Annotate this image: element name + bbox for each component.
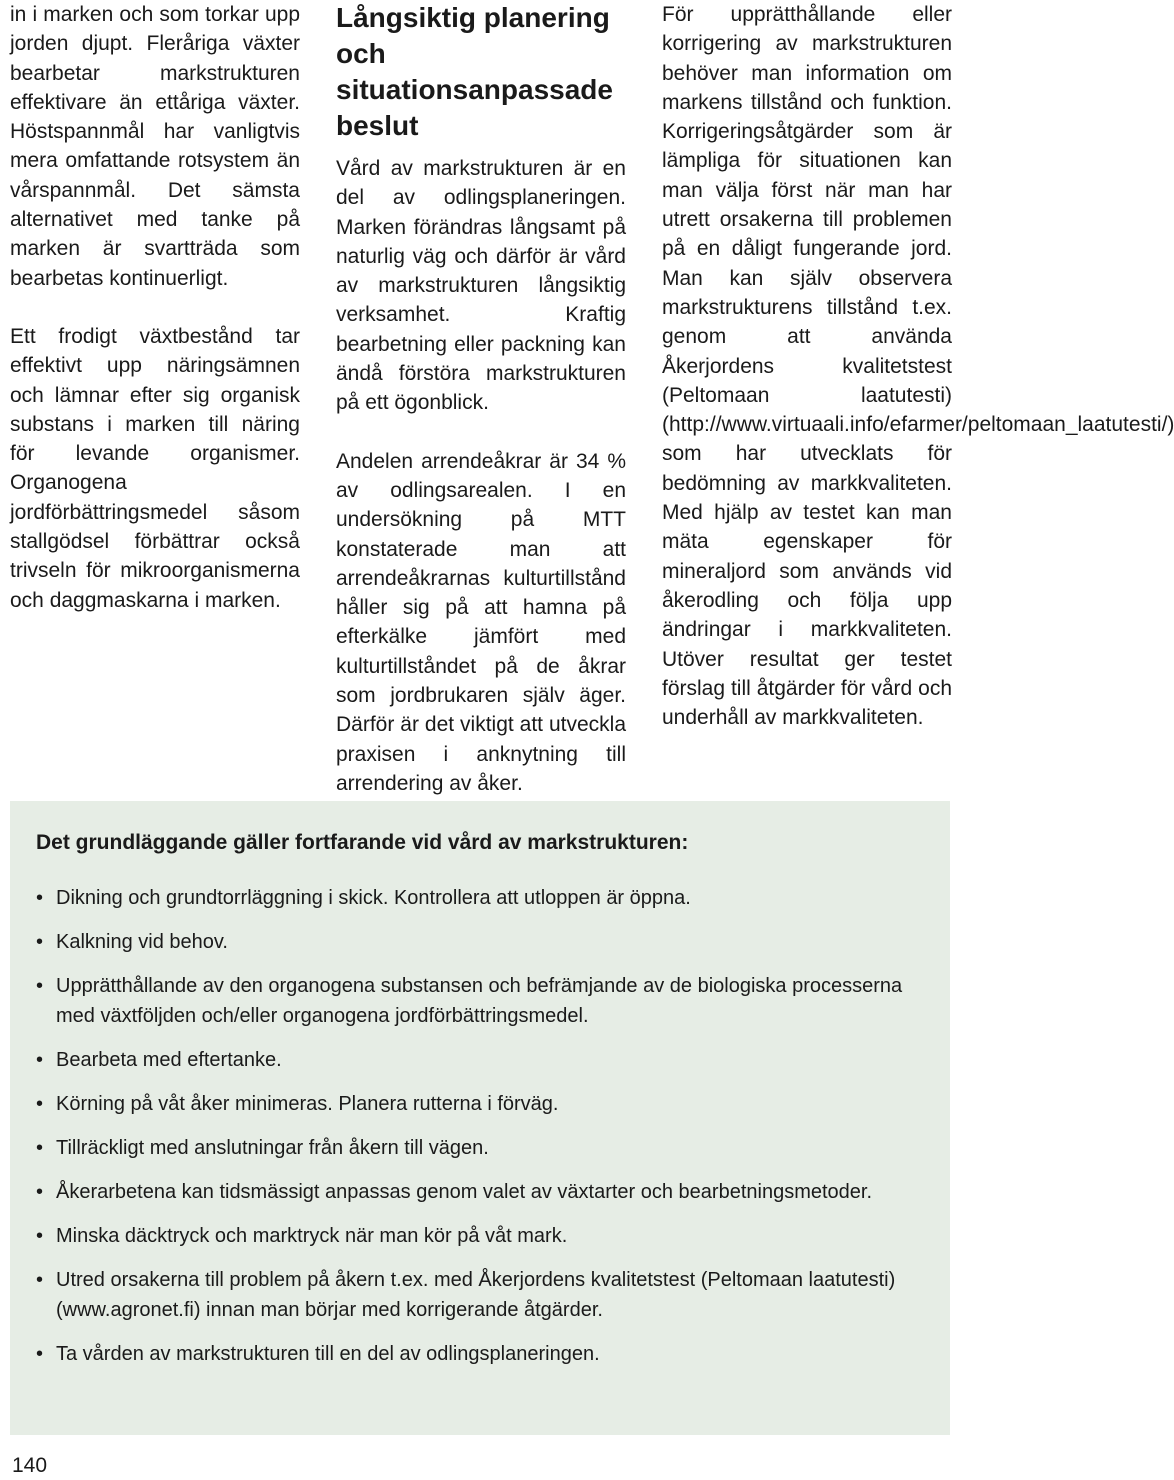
page-number: 140 [12,1454,48,1477]
bullet-icon: • [36,1342,44,1365]
text-column-1 [10,0,300,615]
bullet-icon: • [36,931,44,954]
list-item [36,884,924,914]
bullet-icon: • [36,1269,44,1292]
list-item-text: Dikning och grundtorrläggning i skick. Kontrollera att utloppen är öppna. [56,887,691,909]
list-item-text: Tillräckligt med anslutningar från åkern till vägen. [56,1136,489,1159]
bullet-list [36,884,924,1369]
text-column-2 [336,0,626,798]
list-item [36,1090,924,1120]
bullet-icon: • [36,1181,44,1204]
bullet-icon: • [36,1092,44,1115]
list-item [36,1222,924,1252]
paragraph: För upprätthållande eller korrigering av markstrukturen behöver man information om markens tillstånd och funktion. Korrigeringsåtgärder som är lämpliga för situationen kan man välja först när man har utrett orsakerna till problemen på en dåligt fungerande jord. Man kan själv observera markstrukturens tillstånd t.ex. genom att använda Åkerjordens kvalitetstest (Peltomaan laatutesti) (http://www.virtuaali.info/efarmer/peltomaan_laatutesti/) som har utvecklats för bedömning av markkvaliteten. Med hjälp av testet kan man mäta egenskaper för mineraljord som används vid åkerodling och följa upp ändringar i markkvaliteten. Utöver resultat ger testet förslag till åtgärder för vård och underhåll av markkvaliteten. [662,3,1174,730]
text-column-3 [662,0,1174,732]
box-heading: Det grundläggande gäller fortfarande vid vård av markstrukturen: [36,831,689,854]
list-item [36,928,924,958]
list-item [36,972,924,1031]
list-item-text: Utred orsakerna till problem på åkern t.ex. med Åkerjordens kvalitetstest (Peltomaan laatutesti) (www.agronet.fi) innan man börjar med korrigerande åtgärder. [56,1269,896,1321]
paragraph: Andelen arrendeåkrar är 34 % av odlingsarealen. I en undersökning på MTT konstaterade man att arrendeåkrarnas kulturtillstånd håller sig på att hamna på efterkälke jämfört med kulturtillståndet på de åkrar som jordbrukaren själv äger. Därför är det viktigt att utveckla praxisen i anknytning till arrendering av åker. [336,449,626,795]
paragraph: in i marken och som torkar upp jorden djupt. Fleråriga växter bearbetar markstrukturen effektivare än ettåriga växter. Höstspannmål har vanligtvis mera omfattande rotsystem än vårspannmål. Det sämsta alternativet med tanke på marken är svartträda som bearbetas kontinuerligt. [10,3,300,290]
list-item [36,1134,924,1164]
section-heading: Långsiktig planering och situationsanpassade beslut [336,2,613,141]
bullet-icon: • [36,1048,44,1071]
list-item-text: Bearbeta med eftertanke. [56,1048,282,1071]
list-item [36,1340,924,1370]
list-item [36,1046,924,1076]
bullet-icon: • [36,1136,44,1159]
list-item-text: Upprätthållande av den organogena substansen och befrämjande av de biologiska processerna med växtföljden och/eller organogena jordförbättringsmedel. [56,975,903,1027]
bullet-icon: • [36,975,44,998]
bullet-icon: • [36,887,44,909]
list-item-text: Minska däcktryck och marktryck när man kör på våt mark. [56,1225,568,1248]
list-item-text: Åkerarbetena kan tidsmässigt anpassas genom valet av växtarter och bearbetningsmetoder. [56,1181,873,1204]
list-item [36,1178,924,1208]
summary-box [10,801,950,1435]
list-item-text: Ta vården av markstrukturen till en del av odlingsplaneringen. [56,1342,600,1365]
paragraph: Ett frodigt växtbestånd tar effektivt upp näringsämnen och lämnar efter sig organisk substans i marken till näring för levande organismer. Organogena jordförbättringsmedel såsom stallgödsel förbättrar också trivseln för mikroorganismerna och daggmaskarna i marken. [10,324,300,612]
list-item-text: Körning på våt åker minimeras. Planera rutterna i förväg. [56,1092,559,1115]
list-item [36,1266,924,1325]
list-item-text: Kalkning vid behov. [56,931,228,954]
paragraph: Vård av markstrukturen är en del av odlingsplaneringen. Marken förändras långsamt på naturlig väg och därför är vård av markstrukturen långsiktig verksamhet. Kraftig bearbetning eller packning kan ändå förstöra markstrukturen på ett ögonblick. [336,157,626,415]
bullet-icon: • [36,1225,44,1248]
